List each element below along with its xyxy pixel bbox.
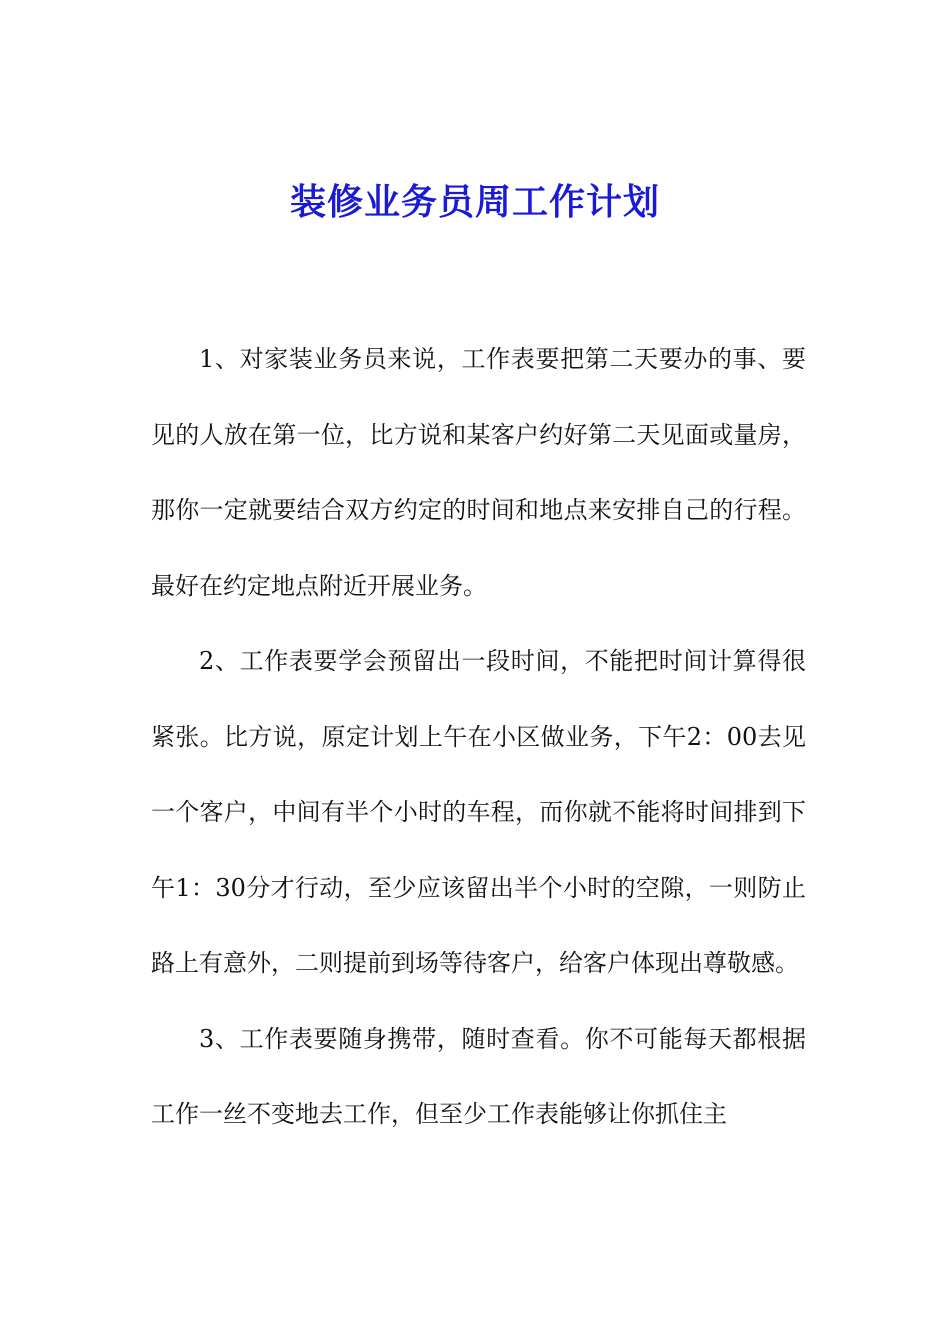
paragraph-1: 1、对家装业务员来说，工作表要把第二天要办的事、要见的人放在第一位，比方说和某客户约好第二天见面或量房，那你一定就要结合双方约定的时间和地点来安排自己的行程。最好在约定地点附近开展业务。 — [151, 345, 806, 600]
paragraph-2: 2、工作表要学会预留出一段时间，不能把时间计算得很紧张。比方说，原定计划上午在小区做业务，下午2：00去见一个客户，中间有半个小时的车程，而你就不能将时间排到下午1：30分才行动，至少应该留出半个小时的空隙，一则防止路上有意外，二则提前到场等待客户，给客户体现出尊敬感。 — [151, 647, 806, 977]
document-title: 装修业务员周工作计划 — [289, 181, 660, 223]
paragraph-3: 3、工作表要随身携带，随时查看。你不可能每天都根据工作一丝不变地去工作，但至少工作表能够让你抓住主 — [151, 1024, 806, 1128]
document-body — [151, 322, 806, 1153]
